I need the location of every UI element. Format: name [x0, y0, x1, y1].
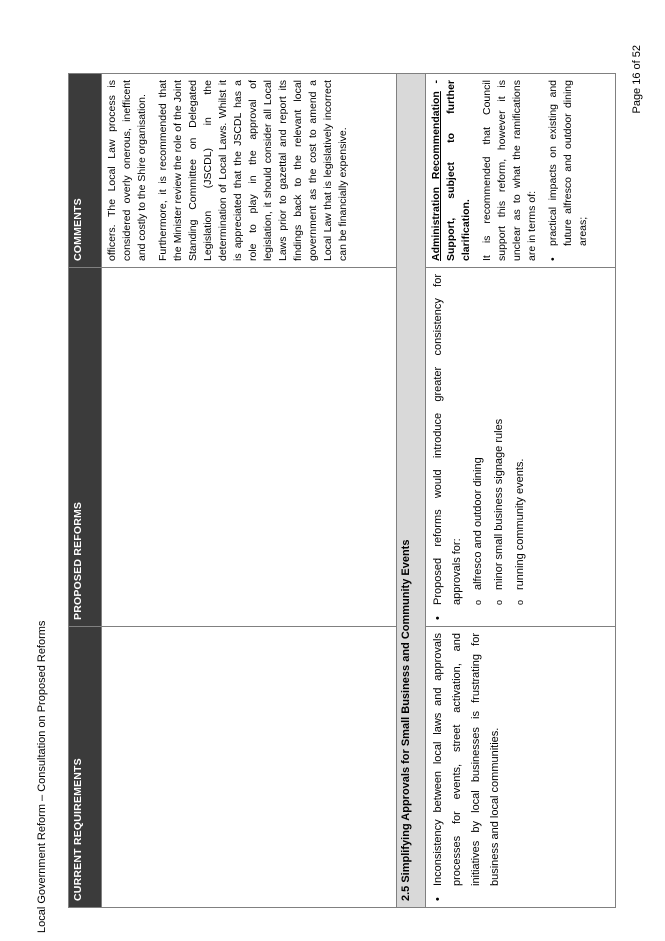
recommendation-heading-underlined: Administration Recommendation [430, 91, 442, 261]
proposed-reforms-text: Proposed reforms would introduce greater consistency for approvals for: [432, 274, 463, 605]
circle-bullet-icon: o [515, 599, 525, 605]
column-header-proposed-reforms: PROPOSED REFORMS [69, 268, 102, 627]
row2-proposed-reforms-cell [426, 268, 616, 627]
sub-list-item [490, 274, 509, 605]
bullet-icon: • [547, 257, 559, 261]
recommendation-heading-rest: - Support, subject to further clarification. [430, 80, 472, 261]
circle-bullet-icon: o [494, 599, 504, 605]
table-header-row [69, 74, 102, 908]
current-requirements-text: Inconsistency between local laws and approvals processes for events, street activation, and initiatives by local businesses is frustrating for business and local communities. [432, 633, 501, 886]
list-item [429, 633, 505, 901]
comments-paragraph: officers. The Local Law process is considered overly onerous, inefficent and costly to the Shire organisation. [106, 80, 148, 261]
sub-list-item [511, 274, 530, 605]
comments-paragraph: Furthermore, it is recommended that the Minister review the role of the Joint Standing Committee on Delegated Legislation (JSCDL) in the determination of Local Laws. Whilst it is appreciated that the JSCDL has a role to play in the approval of legislation, it should consider all Local Laws prior to gazettal and report its findings back to the relevant local government as the cost to amend a Local Law that is legislatively incorrect can be financially expensive. [157, 80, 349, 261]
reform-consultation-table [68, 73, 616, 908]
section-header-2-5: 2.5 Simplifying Approvals for Small Business and Community Events [397, 74, 426, 908]
row1-comments-cell [102, 74, 397, 268]
document-title: Local Government Reform – Consultation on Proposed Reforms [36, 620, 48, 933]
list-item [546, 80, 591, 261]
row1-proposed-reforms-cell [102, 268, 397, 627]
column-header-comments: COMMENTS [69, 74, 102, 268]
circle-bullet-icon: o [473, 599, 483, 605]
sub-item-text: minor small business signage rules [493, 418, 505, 590]
page-number: Page 16 of 52 [631, 45, 643, 114]
section-header-row [397, 74, 426, 908]
recommendation-heading [429, 80, 474, 261]
list-item [429, 274, 467, 620]
sub-list-item [469, 274, 488, 605]
sub-item-text: alfresco and outdoor dining [472, 457, 484, 590]
table-row [426, 74, 616, 908]
comments-bullet-text: practical impacts on existing and future alfresco and outdoor dining areas; [547, 80, 589, 246]
column-header-current-requirements: CURRENT REQUIREMENTS [69, 627, 102, 908]
bullet-icon: • [432, 616, 444, 620]
row2-current-requirements-cell [426, 627, 616, 908]
comments-paragraph: It is recommended that Council support this reform, however it is unclear as to what the ramifications are in terms of: [481, 80, 538, 261]
row2-comments-cell [426, 74, 616, 268]
bullet-icon: • [432, 897, 444, 901]
table-row [102, 74, 397, 908]
row1-current-requirements-cell [102, 627, 397, 908]
sub-item-text: running community events. [514, 458, 526, 590]
